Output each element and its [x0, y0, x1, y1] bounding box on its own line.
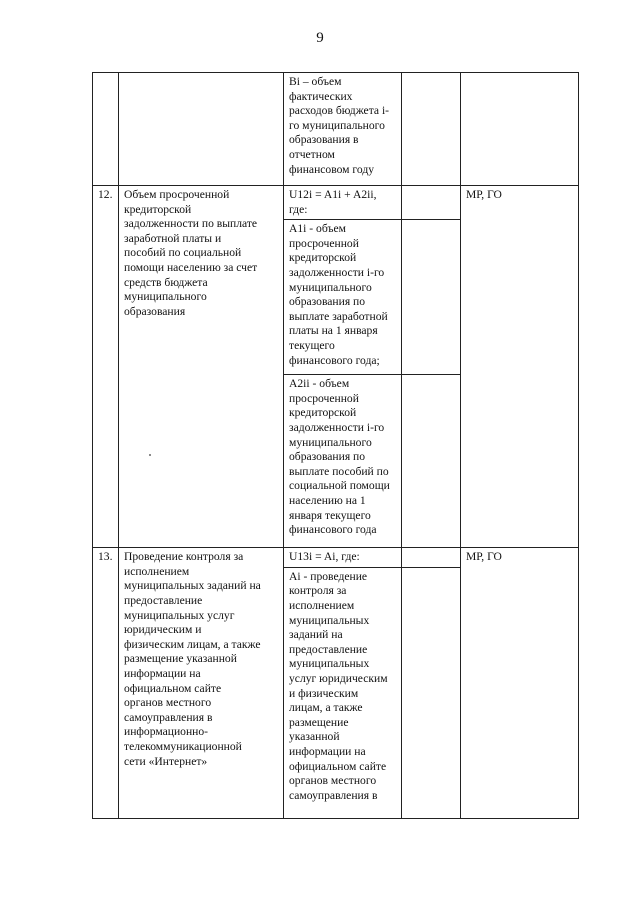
row-number: 12. — [98, 188, 113, 201]
level-cell — [461, 73, 579, 186]
level-cell — [461, 548, 579, 819]
row-number-cell — [93, 186, 119, 548]
indicator-name-cell — [119, 548, 284, 819]
indicator-name-cell — [119, 186, 284, 548]
formula-cell — [284, 548, 402, 568]
formula-definition-text: A1i - объем просроченной кредиторской задолженности i-го муниципального образования по выплате заработной платы на 1 января текущего финансового года; — [289, 222, 388, 367]
indicator-name: Проведение контроля за исполнением муниципальных заданий на предоставление муниципальных услуг юридическим и физическим лицам, а также размещение указанной информации на официальном сайте органов местного самоуправления в информационно- телекоммуникационной сети «Интернет» — [124, 550, 261, 768]
formula-definition-cell — [284, 375, 402, 548]
table-row — [93, 548, 579, 568]
table-row-continuation — [93, 73, 579, 186]
formula-definition-text: Ai - проведение контроля за исполнением муниципальных заданий на предоставление муниципальных услуг юридическим и физическим лицам, а также размещение указанной информации на официальном сайте органов местного самоуправления в — [289, 569, 388, 802]
page-number: 9 — [316, 30, 324, 46]
formula-definition-cell — [284, 73, 402, 186]
formula-cell — [284, 186, 402, 220]
indicator-name-cell — [119, 73, 284, 186]
scan-speck — [149, 454, 151, 456]
table-row — [93, 186, 579, 220]
formula-definition-text: Bi – объем фактических расходов бюджета i- го муниципального образования в отчетном финансовом году — [289, 75, 390, 176]
empty-cell — [402, 186, 461, 220]
empty-cell — [402, 567, 461, 818]
indicator-name: Объем просроченной кредиторской задолженности по выплате заработной платы и пособий по социальной помощи населению за счет средств бюджета муниципального образования — [124, 188, 258, 318]
level-text: МР, ГО — [466, 550, 502, 564]
level-cell — [461, 186, 579, 548]
row-number-cell — [93, 548, 119, 819]
indicator-table — [92, 72, 579, 819]
empty-cell — [402, 73, 461, 186]
number-cell — [93, 73, 119, 186]
level-text: МР, ГО — [466, 188, 502, 201]
empty-cell — [402, 548, 461, 568]
formula-definition-cell — [284, 220, 402, 375]
formula-definition-text: A2ii - объем просроченной кредиторской задолженности i-го муниципального образования по выплате пособий по социальной помощи населению на 1 января текущего финансового года — [289, 377, 390, 537]
row-number: 13. — [98, 550, 113, 564]
empty-cell — [402, 220, 461, 375]
formula-definition-cell — [284, 567, 402, 818]
formula-text: U12i = A1i + A2ii, где: — [289, 188, 377, 216]
formula-text: U13i = Ai, где: — [289, 550, 360, 564]
empty-cell — [402, 375, 461, 548]
